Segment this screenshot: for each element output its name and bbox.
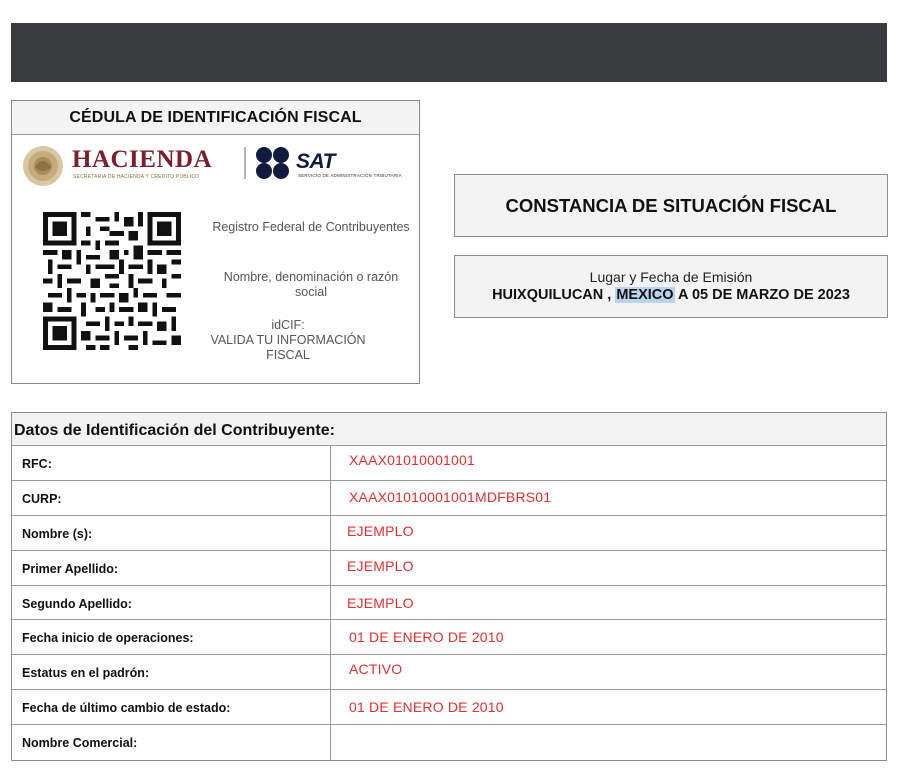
logo-divider — [244, 147, 246, 179]
row-label: Fecha de último cambio de estado: — [22, 701, 231, 716]
column-divider — [330, 655, 331, 689]
hacienda-logo-subtitle: SECRETARÍA DE HACIENDA Y CRÉDITO PÚBLICO — [73, 174, 200, 180]
row-value: ACTIVO — [349, 661, 403, 678]
table-row — [12, 620, 886, 655]
emision-label: Lugar y Fecha de Emisión — [589, 269, 753, 285]
emision-value — [455, 286, 887, 305]
table-row — [12, 655, 886, 690]
hacienda-logo-text: HACIENDA — [72, 146, 213, 173]
row-label: Nombre (s): — [22, 526, 93, 541]
emision-highlighted-text[interactable]: MEXICO — [616, 287, 674, 303]
row-value: 01 DE ENERO DE 2010 — [349, 699, 504, 716]
row-value: XAAX01010001001 — [349, 452, 475, 468]
table-row — [12, 725, 886, 760]
constancia-title: CONSTANCIA DE SITUACIÓN FISCAL — [454, 174, 888, 237]
idcif-caption: idCIF: — [271, 318, 305, 332]
idcif-block — [208, 318, 368, 363]
qr-code-icon — [42, 212, 182, 350]
table-row — [12, 516, 886, 551]
logos-row — [20, 143, 415, 189]
table-row — [12, 690, 886, 725]
rfc-caption: Registro Federal de Contribuyentes — [212, 220, 410, 234]
row-value: EJEMPLO — [347, 557, 414, 574]
emision-box — [454, 255, 888, 318]
sat-logo-text: SAT — [296, 150, 335, 173]
row-label: Primer Apellido: — [22, 561, 119, 576]
mexico-seal-icon — [22, 145, 64, 187]
sat-logo-subtitle: SERVICIO DE ADMINISTRACIÓN TRIBUTARIA — [298, 173, 402, 178]
taxpayer-data-table — [11, 412, 887, 761]
sat-logo-icon — [254, 146, 294, 180]
table-row — [12, 586, 886, 621]
top-header-bar — [11, 23, 887, 82]
row-value: EJEMPLO — [347, 522, 414, 539]
row-label: Nombre Comercial: — [22, 736, 138, 750]
row-label: Segundo Apellido: — [22, 596, 132, 611]
cedula-card — [11, 100, 420, 384]
row-label: CURP: — [22, 491, 62, 506]
column-divider — [330, 516, 331, 550]
row-label: Estatus en el padrón: — [22, 666, 150, 681]
cedula-title: CÉDULA DE IDENTIFICACIÓN FISCAL — [12, 101, 419, 135]
column-divider — [330, 690, 331, 724]
column-divider — [330, 551, 331, 585]
row-label: Fecha inicio de operaciones: — [22, 631, 194, 646]
row-value: EJEMPLO — [347, 594, 414, 611]
emision-place: HUIXQUILUCAN , — [492, 287, 616, 303]
row-value: 01 DE ENERO DE 2010 — [349, 629, 504, 646]
table-row — [12, 481, 886, 516]
table-row — [12, 551, 886, 586]
valida-caption: VALIDA TU INFORMACIÓN FISCAL — [210, 333, 366, 362]
column-divider — [330, 481, 331, 515]
column-divider — [330, 446, 331, 480]
column-divider — [330, 725, 331, 760]
column-divider — [330, 620, 331, 654]
row-label: RFC: — [22, 457, 52, 471]
nombre-caption: Nombre, denominación o razón social — [223, 270, 399, 299]
taxpayer-data-title: Datos de Identificación del Contribuyente: — [12, 413, 886, 446]
table-row — [12, 446, 886, 481]
row-value: XAAX01010001001MDFBRS01 — [349, 488, 552, 505]
emision-date: A 05 DE MARZO DE 2023 — [674, 287, 850, 303]
column-divider — [330, 586, 331, 620]
